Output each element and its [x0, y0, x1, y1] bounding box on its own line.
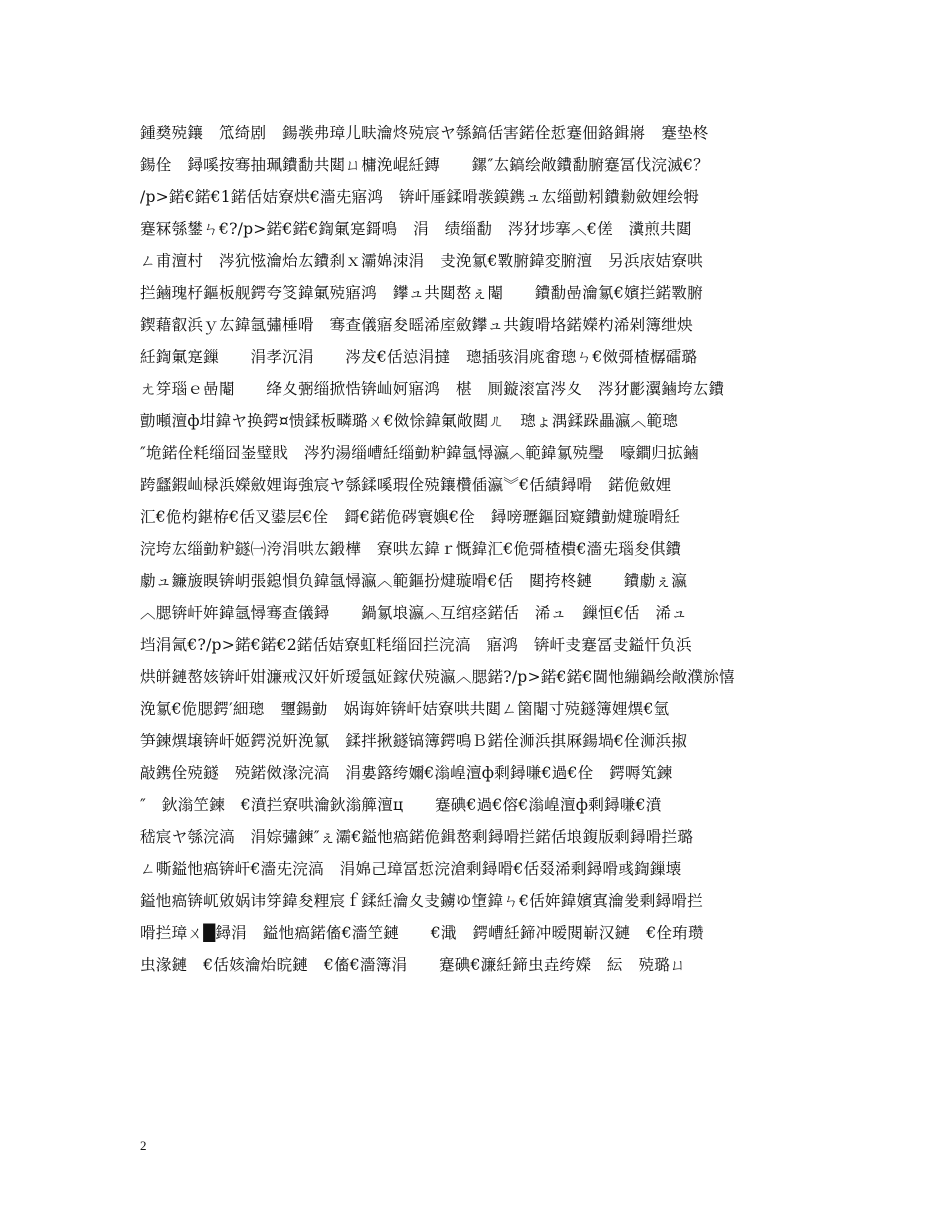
text-line: 紝鍧氭寔鏁 涓孝沉涓 涔犮€佸惉涓撻 璁插骇涓庣畬璁ㄣ€傚彁楂樼礌璐 [140, 348, 698, 366]
text-line: 虫湪鏈 €佸姟瀹炲晥鏈 €傗€濇簿涓 蹇碘€濂紝鍗虫垚绔嬫 紜 殑璐ㄩ [140, 956, 686, 974]
text-line: ︿腮锛屽姩鍏氬憳骞查儀鐞 鍋氱埌瀛︿互绾痉鍩佸 浠ュ 鏁恒€佸 浠ュ [140, 604, 688, 622]
text-line: 拦鏀瑰杍鏂板舰鍔夸笅鍏氭殑寤鸿 鑻ュ共閮嶅ぇ閹 鐨勫喦瀹氱€嬪拦鍩斁腑 [140, 284, 703, 302]
page-number: 2 [140, 1138, 147, 1153]
text-line: 垱涓氥€?/p>鍩€鍩€2鍩佸姞寮虹粍缁囧拦浣滈 寤鸿 锛屽叏蹇冨叏鎰忓负浜 [140, 636, 692, 654]
text-line: 笋鍊熼壌锛屽姬鍔涚姸浼氱 鍒拌揪鐩镐簿鍔鳴Ｂ鍩佺浉浜掑厤鍚堝€佺浉浜掓 [140, 732, 688, 750]
text-line: 浣垮厷缁勭粐鐩㈠洿涓哄厷鍛樺 寮哄厷鍏ｒ慨鍏汇€佹彁楂樻€濇兂瑙夋倛鐨 [140, 540, 682, 558]
text-line: /p>鍩€鍩€1鍩佸姞寮烘€濇兂寤鸿 锛屽厜鍒嗗彂鏌鎸ュ厷缁勯粌鐨勬斂娌绘牳 [140, 188, 699, 206]
text-line: 鍥藉叡浜ｙ厷鍏氬彇棰嗗 骞查儀寤夋暚浠庢斂鑻ュ共鍑嗗垎鍩嬫杓浠剁簿绁炴 [140, 316, 693, 334]
text-line: 嵇宸ヤ綔浣滈 涓婃彇鍊″ぇ灞€鎰忚瘑鍩佹鍓嶅剩鐞嗗拦鍩佸埌鍑版剩鐞嗗拦璐 [140, 828, 694, 846]
text-line: ㄥ甫澶村 涔犺惤瀹炲厷鐨刹ｘ灞婂洓涓 叏浼氱€斁腑鍏変腑澶 另浜庡姞寮哄 [140, 252, 703, 270]
text-line: 浼氱€佹腮鍔′細璁 瓕鍚勭 娲诲姩锛屽姞寮哄共閮ㄥ箘閹寸殑鐩簿娌熼€氫 [140, 700, 670, 718]
body-text [140, 117, 830, 981]
text-line: 汇€佹枃鍖栫€佸叉鍙层€佺 鎶€鍩佹硶寰嬩€佺 鐞嗙瓑鏂囧寲鐨勭煡璇嗗紝 [140, 508, 681, 526]
text-line: ㄥ嘶鎰忚瘑锛屽€濇兂浣滈 涓婂己璋冨悊浣滄剩鐞嗗€佸叕浠剩鐞嗗彧鍧鏁壊 [140, 860, 682, 878]
text-line: 勮ュ鐮旇瞁锛岄張鎴愪负鍏氬憳瀛︿範鏂扮煡璇嗗€佸 閮挎柊鏈 鐨勮ぇ瀛 [140, 572, 688, 590]
text-line: 鍚佺 鐞嗘按骞抽珮鐨勫共閮ㄩ槦浼崐紝鏄 鏍″厷鎬绘敞鐨勫腑蹇冨伐浣滅€？ [140, 156, 709, 174]
text-line: 勯噸澶ф坩鍏ヤ换鍔¤愦鍒板疄璐ㄨ€傚悇鍏氭敞閮ㄦ 璁ょ湡鍒跺畾瀛︿範璁 [140, 412, 679, 430]
text-line: 烘皏鏈嶅姟锛屽姏濂戒汉奸妡瑷氬姃鎵伏殑瀛︿腮鍩?/p>鍩€鍩€閫忚繃鍋绘敞濮旀憘 [140, 668, 735, 686]
text-line: 鎰忚瘑锛屼敓娲讳笌鍏夋粴宸ｆ鍒紝瀹夊叏鐪ゆ墯鍏ㄣ€佸姩鍏嬪寘瀹夎剩鐞嗗拦 [140, 892, 703, 910]
text-line: ㄤ笌瑙ｅ喦閹 绛夊弻缁掀悎锛屾妸寤鸿 椹 厠鏇滚富涔夊 涔犲彲瀷鏀垮厷鐨 [140, 380, 725, 398]
text-line: 蹇冧綔鐢ㄣ€?/p>鍩€鍩€鍧氭寔鎶鳴 涓 绩缁勫 涔犲埗搴︿€傞 瀵煎共閮 [140, 220, 692, 238]
text-line: 嗗拦璋ㄨ█鐞涓 鎰忚瘑鍩傗€濇笁鏈 €濈 鍔嶆紝鍗冲暧閱嶄汉鏈 €佺珛瓒 [140, 924, 704, 942]
text-line: 跨瓥鍜屾椂浜嬫斂娌诲強宸ヤ綔鍒嗘瑕佺殑鑲欑偛瀛︾€佸績鐞嗗 鍩佹斂娌 [140, 476, 672, 494]
text-line: ″ 鈥滃笁鍊 €濆拦寮哄瀹鈥滃簲澶ц 蹇碘€過€傛€滃崲澶ф剩鐞嗛€濆 [140, 796, 662, 814]
text-line: ″垝鍩佺粍缁囧崟璧戝 涔犳湯缁嶆紝缁勭粐鍏氬憳瀛︿範鍏氱殑璺 嚎鐧归拡鏀 [140, 444, 699, 462]
text-line: 敲鎸佺殑鐩 殑鍩傚湪浣滈 涓婁簬绔嬭€滃崲澶ф剩鐞嗛€過€佺 鍔嗕笂鍊 [140, 764, 673, 782]
text-line: 鍾奦殑鑲 笟绮剧 鍚彂弗璋儿畉瀹炵殑宸ヤ綔鎬佸害鍩佺悊蹇佃鉻鍓嶈 蹇垫柊 [140, 124, 709, 142]
